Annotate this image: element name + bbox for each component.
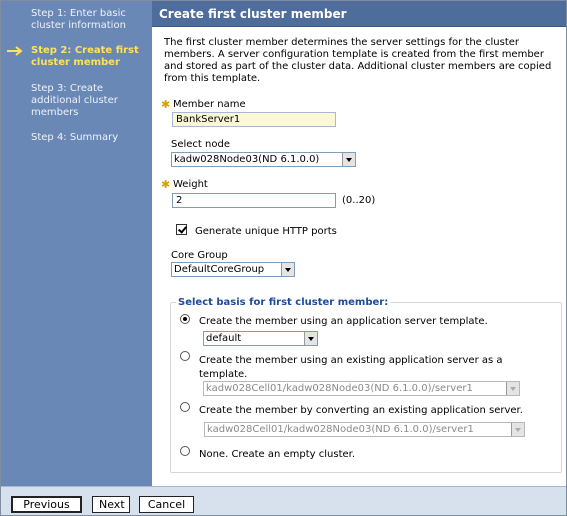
step-3-link[interactable]: Step 3: Create additional cluster members [31,83,118,118]
basis-existing-server-label: Create the member using an existing application server as a template. [199,355,503,380]
current-step-arrow-icon [7,46,25,56]
basis-legend: Select basis for first cluster member: [178,297,389,308]
wizard-button-bar [1,486,566,515]
basis-convert-server-label: Create the member by converting an existing application server. [199,405,523,416]
existing-server-value: kadw028Cell01/kadw028Node03(ND 6.1.0.0)/server1 [206,383,473,394]
select-node-dropdown[interactable] [171,152,356,167]
core-group-label: Core Group [171,250,228,261]
page-title: Create first cluster member [152,1,566,27]
weight-range-hint: (0..20) [342,195,376,206]
chevron-down-icon [342,153,355,166]
step-1-link[interactable]: Step 1: Enter basic cluster information [31,8,126,31]
template-dropdown[interactable] [203,331,318,346]
chevron-down-icon [511,423,524,436]
select-node-label: Select node [171,139,230,150]
main-content [152,1,566,486]
step-2-current: Step 2: Create first cluster member [31,45,139,68]
existing-server-dropdown[interactable] [203,381,520,396]
chevron-down-icon [281,263,294,276]
core-group-dropdown[interactable] [171,262,295,277]
basis-convert-server-radio[interactable] [180,402,190,412]
basis-template-radio[interactable] [180,314,190,324]
generate-http-ports-checkbox[interactable] [176,224,187,235]
basis-existing-server-radio[interactable] [180,351,190,361]
basis-empty-cluster-radio[interactable] [180,446,190,456]
basis-empty-cluster-label: None. Create an empty cluster. [199,449,356,460]
weight-input[interactable]: 2 [172,193,336,208]
page-description: The first cluster member determines the server settings for the cluster members. A server configuration template is created from the first member and stored as part of the cluster data. Additional cluster members are copied from this template. [164,37,552,84]
core-group-value: DefaultCoreGroup [174,264,265,275]
next-button[interactable]: Next [92,496,130,513]
convert-server-value: kadw028Cell01/kadw028Node03(ND 6.1.0.0)/server1 [207,424,474,435]
step-4-link[interactable]: Step 4: Summary [31,132,119,143]
convert-server-dropdown[interactable] [204,422,525,437]
cancel-button[interactable]: Cancel [139,496,194,513]
generate-http-ports-label: Generate unique HTTP ports [195,226,337,237]
select-node-value: kadw028Node03(ND 6.1.0.0) [174,154,320,165]
chevron-down-icon [304,332,317,345]
chevron-down-icon [506,382,519,395]
required-star-icon: ✱ [161,98,171,111]
basis-template-label: Create the member using an application server template. [199,316,488,327]
member-name-label: Member name [173,99,246,110]
required-star-icon: ✱ [161,178,171,191]
weight-label: Weight [173,179,208,190]
previous-button[interactable]: Previous [11,496,82,513]
wizard-steps-sidebar [1,1,152,486]
member-name-input[interactable]: BankServer1 [172,112,336,127]
template-value: default [206,333,242,344]
